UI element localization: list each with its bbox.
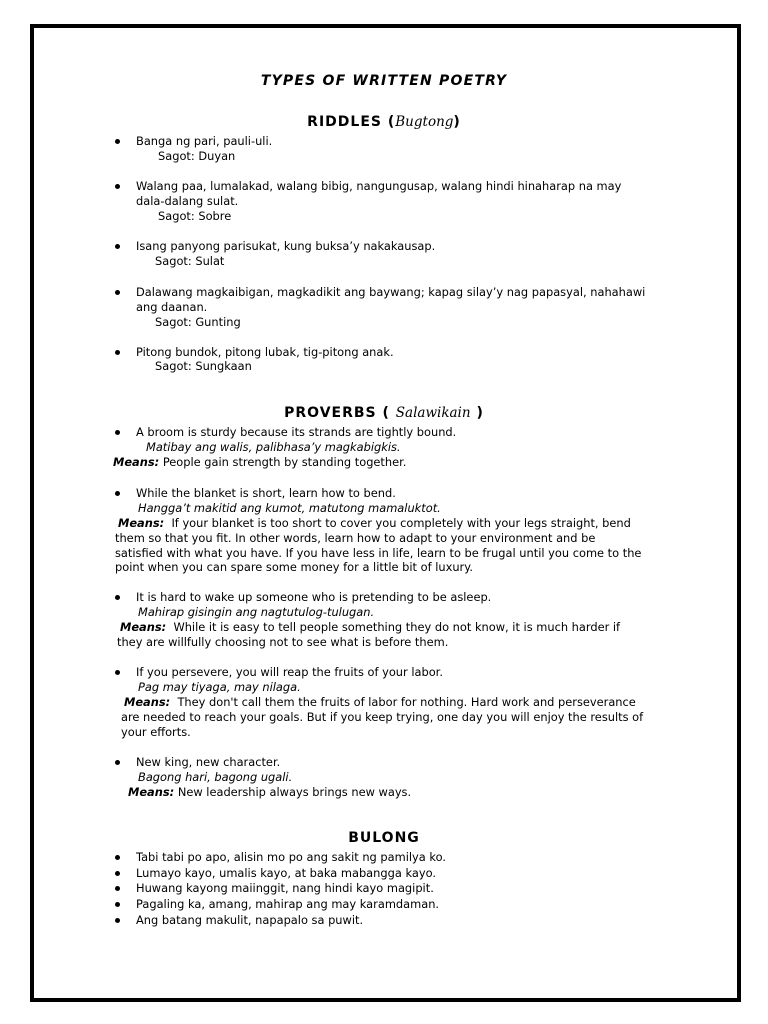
proverb-english: If you persevere, you will reap the fruits of your labor. [136,665,443,679]
proverb-english: A broom is sturdy because its strands are tightly bound. [136,425,457,439]
riddles-heading: RIDDLES (Bugtong) [307,114,461,130]
means-text: your efforts. [121,725,191,739]
bullet-icon [115,244,120,249]
bulong-heading: BULONG [348,830,420,846]
means-text: People gain strength by standing together. [162,455,407,469]
means-text: satisfied with what you have. If you have less in life, learn to be frugal until you come to the [115,546,642,560]
proverb-meaning [113,455,406,470]
bullet-icon [115,855,120,860]
riddle-answer: Sagot: Sulat [155,254,225,268]
bulong-item: Tabi tabi po apo, alisin mo po ang sakit ng pamilya ko. [136,850,446,864]
proverb-meaning [118,516,631,531]
bullet-icon [115,902,120,907]
riddle-text: Isang panyong parisukat, kung buksa’y nakakausap. [136,239,436,253]
bullet-icon [115,290,120,295]
bullet-icon [115,886,120,891]
means-text: point when you can spare some money for a little bit of luxury. [115,560,473,574]
proverb-meaning [124,695,636,710]
proverbs-subheading: Salawikain [395,405,471,421]
bulong-item: Pagaling ka, amang, mahirap ang may karamdaman. [136,897,440,911]
means-label: Means: [120,620,167,634]
means-label: Means: [124,695,171,709]
proverb-english: It is hard to wake up someone who is pretending to be asleep. [136,590,492,604]
bullet-icon [115,871,120,876]
means-label: Means: [118,516,165,530]
bullet-icon [115,918,120,923]
proverb-tagalog: Pag may tiyaga, may nilaga. [138,680,301,694]
bullet-icon [115,184,120,189]
bullet-icon [115,139,120,144]
means-text: they are willfully choosing not to see what is before them. [117,635,449,649]
riddle-answer: Sagot: Duyan [158,149,236,163]
bullet-icon [115,350,120,355]
bullet-icon [115,430,120,435]
means-text: are needed to reach your goals. But if you keep trying, one day you will enjoy the results of [121,710,644,724]
riddle-text: dala-dalang sulat. [136,194,239,208]
proverbs-heading: PROVERBS ( Salawikain ) [284,405,484,421]
bullet-icon [115,760,120,765]
bulong-item: Huwang kayong maiinggit, nang hindi kayo magipit. [136,881,434,895]
riddle-text: Walang paa, lumalakad, walang bibig, nangungusap, walang hindi hinaharap na may [136,179,622,193]
riddle-answer: Sagot: Sungkaan [155,359,252,373]
proverb-tagalog: Hangga’t makitid ang kumot, matutong mamaluktot. [138,501,441,515]
bullet-icon [115,491,120,496]
riddle-text: Dalawang magkaibigan, magkadikit ang baywang; kapag silay’y nag papasyal, nahahawi [136,285,646,299]
proverb-english: While the blanket is short, learn how to bend. [136,486,396,500]
means-text: New leadership always brings new ways. [177,785,412,799]
riddle-text: Banga ng pari, pauli-uli. [136,134,273,148]
riddle-text: Pitong bundok, pitong lubak, tig-pitong anak. [136,345,394,359]
riddle-answer: Sagot: Sobre [158,209,232,223]
proverb-tagalog: Mahirap gisingin ang nagtutulog-tulugan. [138,605,375,619]
proverb-meaning [120,620,620,635]
means-text: them so that you fit. In other words, learn how to adapt to your environment and be [115,531,596,545]
riddle-answer: Sagot: Gunting [155,315,241,329]
riddles-subheading: Bugtong [395,114,454,130]
means-label: Means: [113,455,160,469]
proverb-tagalog: Bagong hari, bagong ugali. [138,770,293,784]
proverb-meaning [128,785,411,800]
page-title: TYPES OF WRITTEN POETRY [260,73,508,89]
means-label: Means: [128,785,175,799]
bulong-item: Lumayo kayo, umalis kayo, at baka mabangga kayo. [136,866,436,880]
proverbs-heading-text: PROVERBS [284,405,377,421]
bullet-icon [115,595,120,600]
riddle-text: ang daanan. [136,300,208,314]
means-text: They don't call them the fruits of labor for nothing. Hard work and perseverance [177,695,636,709]
proverb-tagalog: Matibay ang walis, palibhasa’y magkabigkis. [146,440,401,454]
bulong-item: Ang batang makulit, napapalo sa puwit. [136,913,364,927]
riddles-heading-text: RIDDLES [307,114,382,130]
means-text: If your blanket is too short to cover you completely with your legs straight, bend [171,516,631,530]
means-text: While it is easy to tell people something they do not know, it is much harder if [173,620,621,634]
bullet-icon [115,670,120,675]
proverb-english: New king, new character. [136,755,281,769]
